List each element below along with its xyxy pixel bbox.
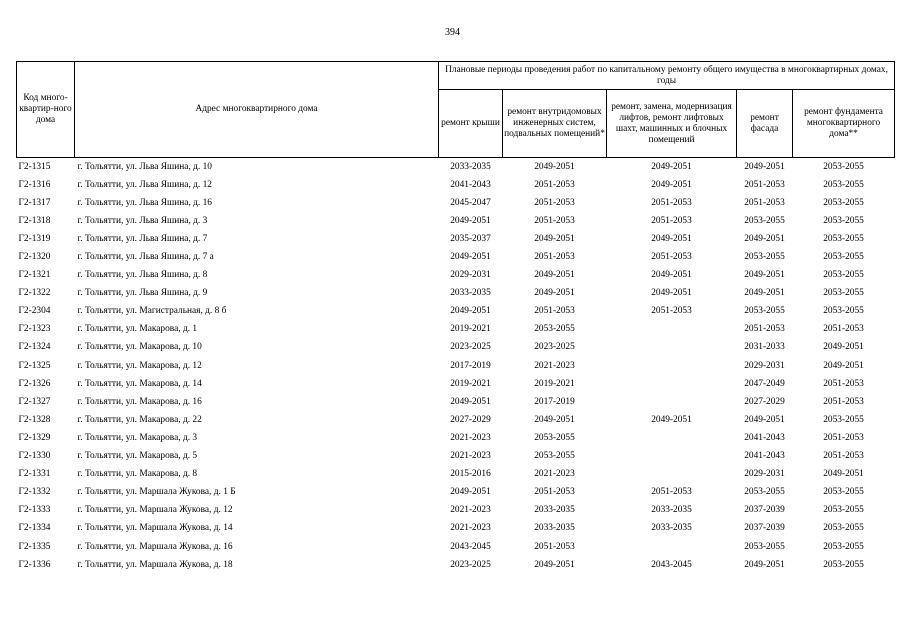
row-foundation: 2053-2055 [823,541,864,552]
row-roof: 2049-2051 [450,306,491,317]
header-roof: ремонт крыши [439,90,503,158]
row-address: г. Тольятти, ул. Льва Яшина, д. 8 [77,270,208,281]
row-engineering: 2051-2053 [534,215,575,226]
row-code: Г2-1325 [18,360,51,371]
row-facade: 2047-2049 [744,378,785,389]
row-foundation: 2053-2055 [823,197,864,208]
row-engineering: 2049-2051 [534,233,575,244]
row-elevators [607,538,737,556]
row-engineering: 2051-2053 [534,306,575,317]
row-code: Г2-1319 [18,233,51,244]
row-facade: 2053-2055 [744,215,785,226]
row-engineering: 2017-2019 [534,396,575,407]
row-address: г. Тольятти, ул. Маршала Жукова, д. 1 Б [77,487,236,498]
row-engineering: 2051-2053 [534,197,575,208]
row-elevators: 2051-2053 [651,215,692,226]
row-roof: 2021-2023 [450,432,491,443]
row-code: Г2-2304 [18,306,51,317]
row-address: г. Тольятти, ул. Льва Яшина, д. 7 [77,233,208,244]
row-code: Г2-1329 [18,432,51,443]
row-roof: 2041-2043 [450,179,491,190]
row-facade: 2051-2053 [744,197,785,208]
row-facade: 2029-2031 [744,469,785,480]
table-row [17,267,895,285]
row-elevators: 2049-2051 [651,288,692,299]
row-foundation: 2049-2051 [823,469,864,480]
row-engineering: 2049-2051 [534,270,575,281]
row-elevators [607,393,737,411]
row-engineering: 2053-2055 [534,432,575,443]
header-periods-group: Плановые периоды проведения работ по капитальному ремонту общего имущества в многоквартирных домах, годы [439,62,895,90]
row-foundation: 2051-2053 [823,378,864,389]
row-foundation: 2053-2055 [823,288,864,299]
row-foundation: 2051-2053 [823,451,864,462]
table-row [17,538,895,556]
row-address: г. Тольятти, ул. Макарова, д. 8 [77,469,198,480]
row-address: г. Тольятти, ул. Маршала Жукова, д. 12 [77,505,233,516]
row-address: г. Тольятти, ул. Макарова, д. 16 [77,396,202,407]
row-facade: 2041-2043 [744,451,785,462]
row-roof: 2021-2023 [450,505,491,516]
row-foundation: 2053-2055 [823,215,864,226]
row-engineering: 2053-2055 [534,324,575,335]
row-elevators [607,466,737,484]
table-row [17,158,895,177]
row-engineering: 2033-2035 [534,523,575,534]
row-facade: 2049-2051 [744,414,785,425]
row-foundation: 2053-2055 [823,179,864,190]
header-code: Код много-квартир-ного дома [17,62,75,158]
row-elevators: 2043-2045 [651,559,692,570]
row-roof: 2049-2051 [450,215,491,226]
row-facade: 2037-2039 [744,505,785,516]
row-address: г. Тольятти, ул. Магистральная, д. 8 б [77,306,227,317]
row-foundation: 2053-2055 [823,306,864,317]
row-elevators: 2051-2053 [651,487,692,498]
row-facade: 2051-2053 [744,179,785,190]
row-engineering: 2049-2051 [534,559,575,570]
table-row [17,212,895,230]
row-roof: 2035-2037 [450,233,491,244]
row-elevators [607,375,737,393]
row-elevators: 2049-2051 [651,233,692,244]
row-address: г. Тольятти, ул. Льва Яшина, д. 3 [77,215,208,226]
row-code: Г2-1331 [18,469,51,480]
row-foundation: 2051-2053 [823,396,864,407]
row-engineering: 2019-2021 [534,378,575,389]
row-engineering: 2051-2053 [534,179,575,190]
row-engineering: 2021-2023 [534,360,575,371]
table-row [17,285,895,303]
table-row [17,393,895,411]
capital-repair-table [16,61,895,574]
row-facade: 2029-2031 [744,360,785,371]
row-roof: 2033-2035 [450,161,491,172]
table-row [17,339,895,357]
table-row [17,466,895,484]
row-code: Г2-1323 [18,324,51,335]
row-facade: 2053-2055 [744,541,785,552]
table-row [17,321,895,339]
row-roof: 2033-2035 [450,288,491,299]
row-code: Г2-1333 [18,505,51,516]
row-facade: 2053-2055 [744,252,785,263]
row-address: г. Тольятти, ул. Макарова, д. 1 [77,324,198,335]
row-roof: 2021-2023 [450,523,491,534]
row-code: Г2-1326 [18,378,51,389]
row-foundation: 2051-2053 [823,324,864,335]
row-code: Г2-1320 [18,252,51,263]
row-engineering: 2023-2025 [534,342,575,353]
row-code: Г2-1334 [18,523,51,534]
header-facade: ремонт фасада [737,90,793,158]
row-code: Г2-1322 [18,288,51,299]
row-roof: 2019-2021 [450,378,491,389]
row-roof: 2049-2051 [450,487,491,498]
row-elevators: 2049-2051 [651,414,692,425]
row-roof: 2017-2019 [450,360,491,371]
table-row [17,484,895,502]
row-address: г. Тольятти, ул. Льва Яшина, д. 16 [77,197,212,208]
row-foundation: 2053-2055 [823,523,864,534]
row-elevators: 2049-2051 [651,161,692,172]
row-facade: 2051-2053 [744,324,785,335]
table-row [17,411,895,429]
table-row [17,556,895,574]
row-code: Г2-1327 [18,396,51,407]
row-address: г. Тольятти, ул. Маршала Жукова, д. 18 [77,559,233,570]
row-foundation: 2049-2051 [823,360,864,371]
header-foundation: ремонт фундамента многоквартирного дома** [793,90,895,158]
row-roof: 2021-2023 [450,451,491,462]
row-address: г. Тольятти, ул. Маршала Жукова, д. 16 [77,541,233,552]
row-foundation: 2053-2055 [823,487,864,498]
row-engineering: 2051-2053 [534,252,575,263]
row-facade: 2041-2043 [744,432,785,443]
table-row [17,194,895,212]
row-roof: 2043-2045 [450,541,491,552]
row-elevators [607,357,737,375]
row-roof: 2049-2051 [450,252,491,263]
row-address: г. Тольятти, ул. Макарова, д. 12 [77,360,202,371]
row-code: Г2-1332 [18,487,51,498]
row-elevators [607,429,737,447]
row-facade: 2049-2051 [744,559,785,570]
row-elevators: 2051-2053 [651,197,692,208]
row-facade: 2049-2051 [744,233,785,244]
row-elevators: 2051-2053 [651,306,692,317]
row-roof: 2029-2031 [450,270,491,281]
row-code: Г2-1316 [18,179,51,190]
row-code: Г2-1330 [18,451,51,462]
row-engineering: 2033-2035 [534,505,575,516]
row-elevators: 2033-2035 [651,523,692,534]
row-foundation: 2053-2055 [823,270,864,281]
row-elevators [607,321,737,339]
table-row [17,303,895,321]
row-elevators: 2049-2051 [651,270,692,281]
row-facade: 2049-2051 [744,288,785,299]
row-roof: 2027-2029 [450,414,491,425]
row-foundation: 2051-2053 [823,432,864,443]
row-roof: 2023-2025 [450,559,491,570]
table-row [17,448,895,466]
row-code: Г2-1328 [18,414,51,425]
row-address: г. Тольятти, ул. Макарова, д. 10 [77,342,202,353]
row-code: Г2-1315 [18,161,51,172]
header-elevators: ремонт, замена, модернизация лифтов, ремонт лифтовых шахт, машинных и блочных помещений [607,90,737,158]
row-elevators: 2051-2053 [651,252,692,263]
row-engineering: 2049-2051 [534,161,575,172]
row-roof: 2045-2047 [450,197,491,208]
row-engineering: 2021-2023 [534,469,575,480]
row-code: Г2-1317 [18,197,51,208]
row-engineering: 2051-2053 [534,541,575,552]
row-elevators: 2049-2051 [651,179,692,190]
header-engineering: ремонт внутридомовых инженерных систем, подвальных помещений* [503,90,607,158]
row-engineering: 2049-2051 [534,414,575,425]
table-row [17,176,895,194]
row-address: г. Тольятти, ул. Макарова, д. 5 [77,451,198,462]
row-elevators: 2033-2035 [651,505,692,516]
row-code: Г2-1335 [18,541,51,552]
row-engineering: 2053-2055 [534,451,575,462]
row-foundation: 2049-2051 [823,342,864,353]
row-address: г. Тольятти, ул. Маршала Жукова, д. 14 [77,523,233,534]
row-address: г. Тольятти, ул. Макарова, д. 14 [77,378,202,389]
row-foundation: 2053-2055 [823,233,864,244]
row-code: Г2-1336 [18,559,51,570]
row-foundation: 2053-2055 [823,559,864,570]
row-roof: 2049-2051 [450,396,491,407]
row-facade: 2027-2029 [744,396,785,407]
row-facade: 2031-2033 [744,342,785,353]
row-facade: 2053-2055 [744,487,785,498]
table-row [17,375,895,393]
page-number: 394 [445,27,460,38]
row-facade: 2049-2051 [744,161,785,172]
row-engineering: 2049-2051 [534,288,575,299]
row-foundation: 2053-2055 [823,505,864,516]
table-row [17,248,895,266]
row-address: г. Тольятти, ул. Льва Яшина, д. 9 [77,288,208,299]
row-code: Г2-1324 [18,342,51,353]
table-row [17,502,895,520]
header-address: Адрес многоквартирного дома [75,62,439,158]
row-facade: 2053-2055 [744,306,785,317]
table-row [17,520,895,538]
table-row [17,230,895,248]
row-elevators [607,448,737,466]
row-address: г. Тольятти, ул. Макарова, д. 22 [77,414,202,425]
row-foundation: 2053-2055 [823,252,864,263]
row-code: Г2-1318 [18,215,51,226]
table-row [17,357,895,375]
row-engineering: 2051-2053 [534,487,575,498]
row-foundation: 2053-2055 [823,414,864,425]
row-roof: 2023-2025 [450,342,491,353]
row-code: Г2-1321 [18,270,51,281]
row-roof: 2015-2016 [450,469,491,480]
row-address: г. Тольятти, ул. Льва Яшина, д. 12 [77,179,212,190]
row-foundation: 2053-2055 [823,161,864,172]
row-address: г. Тольятти, ул. Льва Яшина, д. 10 [77,161,212,172]
row-elevators [607,339,737,357]
row-facade: 2037-2039 [744,523,785,534]
row-address: г. Тольятти, ул. Льва Яшина, д. 7 а [77,252,214,263]
row-address: г. Тольятти, ул. Макарова, д. 3 [77,432,198,443]
table-body [17,158,895,575]
row-roof: 2019-2021 [450,324,491,335]
table-row [17,429,895,447]
row-facade: 2049-2051 [744,270,785,281]
